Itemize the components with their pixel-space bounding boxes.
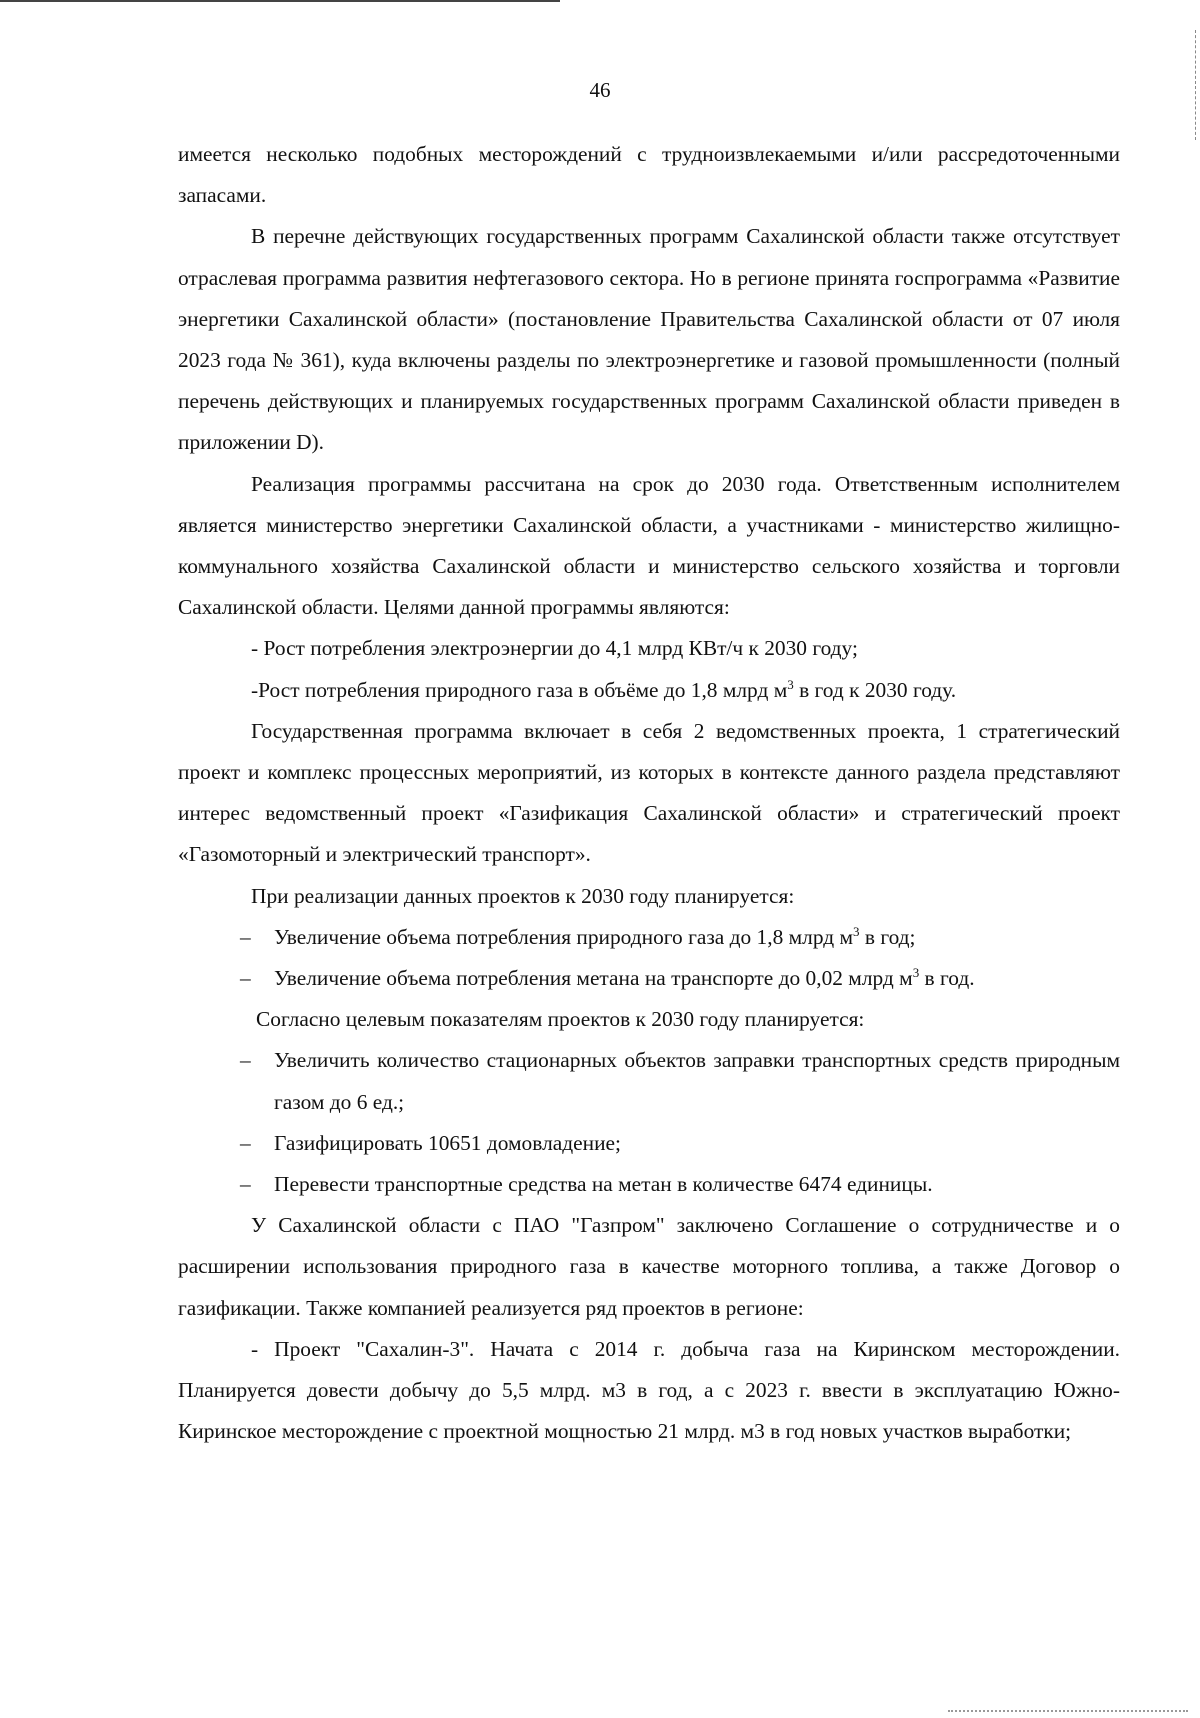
scan-border-line xyxy=(0,0,560,2)
body-text xyxy=(178,134,1120,1453)
paragraph-continuation: имеется несколько подобных месторождений с трудноизвлекаемыми и/или рассредоточенными запасами. xyxy=(178,142,1120,208)
scan-edge-mark-bottom xyxy=(948,1709,1188,1712)
plan-item: – Увеличение объема потребления природного газа до 1,8 млрд $м^3$ в год; xyxy=(240,923,916,949)
targets-heading: Согласно целевым показателям проектов к 2030 году планируется: xyxy=(256,1007,865,1032)
goal-item: -Рост потребления природного газа в объёме до 1,8 млрд $м^3$ в год к 2030 году. xyxy=(251,676,957,702)
target-item: – Газифицировать 10651 домовладение; xyxy=(240,1130,621,1155)
paragraph-program-structure: Государственная программа включает в себя 2 ведомственных проекта, 1 стратегический проект и комплекс процессных мероприятий, из которых в контексте данного раздела представляют интерес ведомственный проект «Газификация Сахалинской области» и стратегический проект «Газомоторный и электрический транспорт». xyxy=(178,718,1120,867)
plan-item: – Увеличение объема потребления метана на транспорте до 0,02 млрд $м^3$ в год. xyxy=(240,964,975,991)
target-item: – Увеличить количество стационарных объектов заправки транспортных средств природным газом до 6 ед.; xyxy=(240,1048,1120,1114)
paragraph-gazprom-agreement: У Сахалинской области с ПАО "Газпром" заключено Соглашение о сотрудничестве и о расширении использования природного газа в качестве моторного топлива, а также Договор о газификации. Также компанией реализуется ряд проектов в регионе: xyxy=(178,1213,1120,1320)
page-number: 46 xyxy=(589,78,611,102)
paragraph-state-programs: В перечне действующих государственных программ Сахалинской области также отсутствует отраслевая программа развития нефтегазового сектора. Но в регионе принята госпрограмма «Развитие энергетики Сахалинской области» (постановление Правительства Сахалинской области от 07 июля 2023 года № 361), куда включены разделы по электроэнергетике и газовой промышленности (полный перечень действующих и планируемых государственных программ Сахалинской области приведен в приложении D). xyxy=(178,224,1120,455)
paragraph-sakhalin-3: - Проект "Сахалин-3". Начата с 2014 г. добыча газа на Киринском месторождении. Планируется довести добычу до 5,5 млрд. м3 в год, а с 2023 г. ввести в эксплуатацию Южно-Киринское месторождение с проектной мощностью 21 млрд. м3 в год новых участков выработки; xyxy=(178,1336,1120,1444)
paragraph-implementation: Реализация программы рассчитана на срок до 2030 года. Ответственным исполнителем является министерство энергетики Сахалинской области, а участниками - министерство жилищно-коммунального хозяйства Сахалинской области и министерство сельского хозяйства и торговли Сахалинской области. Целями данной программы являются: xyxy=(178,471,1120,620)
target-item: – Перевести транспортные средства на метан в количестве 6474 единицы. xyxy=(240,1172,933,1197)
plan-heading: При реализации данных проектов к 2030 году планируется: xyxy=(251,883,795,908)
goal-item: - Рост потребления электроэнергии до 4,1 млрд КВт/ч к 2030 году; xyxy=(251,636,858,661)
